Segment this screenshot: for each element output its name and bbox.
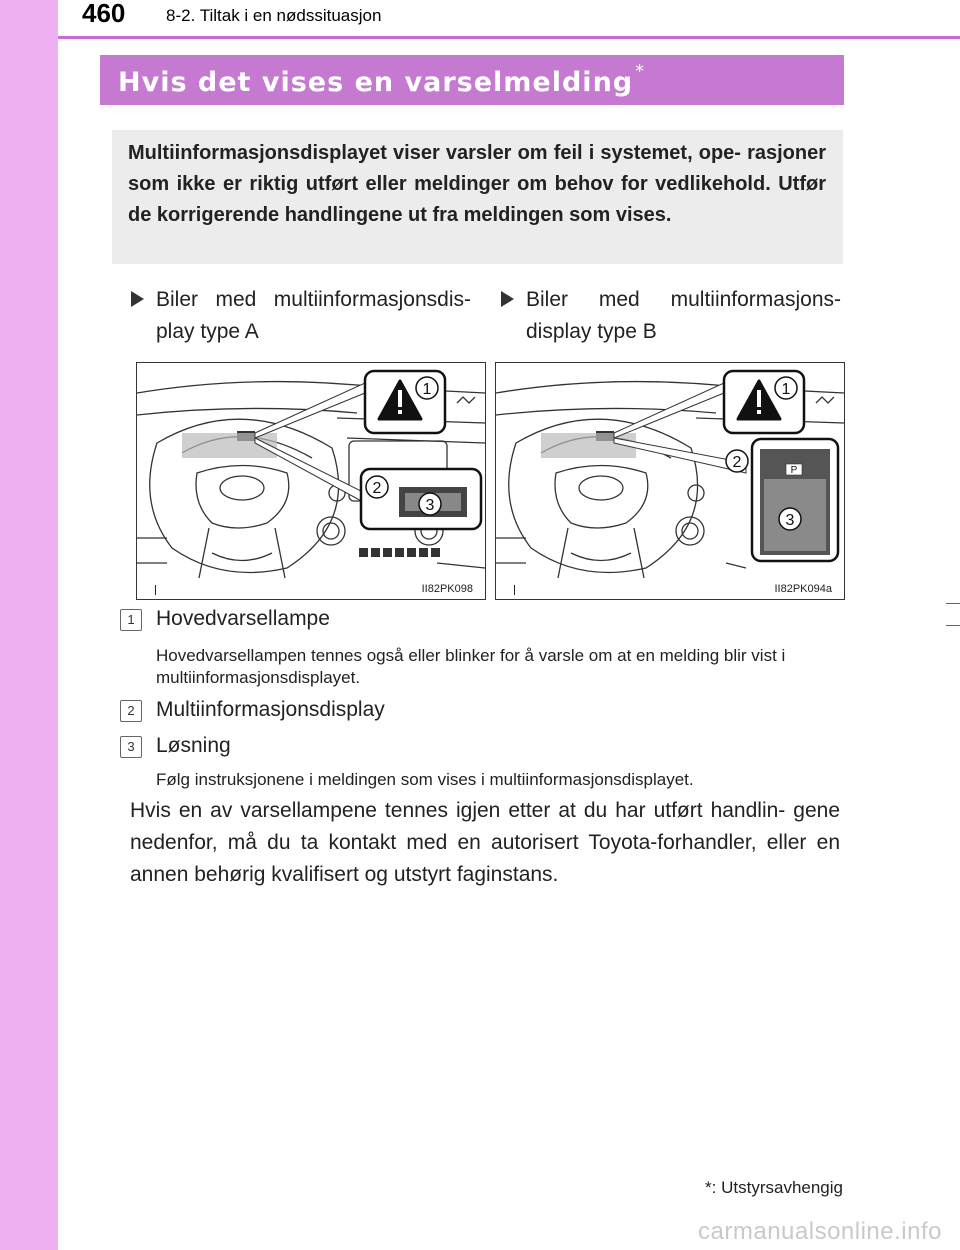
figure-display-type-a [136,362,486,600]
figure-code: II82PK098 [421,583,473,595]
section-title [118,61,645,98]
crop-mark [946,603,960,604]
watermark: carmanualsonline.info [698,1218,942,1245]
gear-indicator: P [790,465,798,476]
section-title-text: Hvis det vises en varselmelding [118,67,634,98]
figure-display-type-b [495,362,845,600]
item-label: Hovedvarsellampe [156,607,330,630]
item-label: Multiinformasjonsdisplay [156,698,385,721]
figure-mark [514,585,515,595]
item-number-badge: 1 [120,609,142,631]
crop-mark [946,625,960,626]
header-rule [58,36,960,39]
item-description: Hovedvarsellampen tennes også eller blinker for å varsle om at en melding blir vist i multiinformasjonsdisplayet. [156,646,786,687]
variant-heading-b [501,284,846,354]
variant-label: Biler med multiinformasjonsdis- play type A [156,288,471,343]
item-number-badge: 2 [120,700,142,722]
figure-mark [155,585,156,595]
variant-label: Biler med multiinformasjons- display type B [526,288,841,343]
dashboard-illustration [137,363,485,599]
callout-3: 3 [785,512,795,529]
closing-paragraph: Hvis en av varsellampene tennes igjen etter at du har utført handlin- gene nedenfor, må du ta kontakt med en autorisert Toyota-forhandler, eller en annen behørig kvalifisert og utstyrt faginstans. [130,799,840,886]
triangle-bullet-icon [131,291,144,307]
item-number-badge: 3 [120,736,142,758]
footnote-text: : Utstyrsavhengig [711,1178,843,1197]
footnote-marker: * [705,1178,712,1197]
callout-2: 2 [732,454,742,471]
triangle-bullet-icon [501,291,514,307]
callout-1: 1 [781,381,791,398]
item-description: Følg instruksjonene i meldingen som vises i multiinformasjonsdisplayet. [156,770,694,789]
item-label: Løsning [156,734,231,757]
figure-code: II82PK094a [774,583,832,595]
dashboard-illustration [496,363,844,599]
callout-3: 3 [425,497,435,514]
side-tab [0,0,58,1250]
section-title-bar [100,55,844,105]
page-number: 460 [82,0,126,28]
intro-box [112,130,843,264]
intro-text: Multiinformasjonsdisplayet viser varsler om feil i systemet, ope- rasjoner som ikke er riktig utført eller meldinger om behov for vedlikehold. Utfør de korrigerende handlingene ut fra meldingen som vises. [128,142,826,226]
callout-2: 2 [372,480,382,497]
callout-1: 1 [422,381,432,398]
section-reference: 8-2. Tiltak i en nødssituasjon [166,6,382,25]
equipment-marker: * [635,61,646,82]
variant-heading-a [131,284,476,354]
footnote [705,1178,843,1198]
